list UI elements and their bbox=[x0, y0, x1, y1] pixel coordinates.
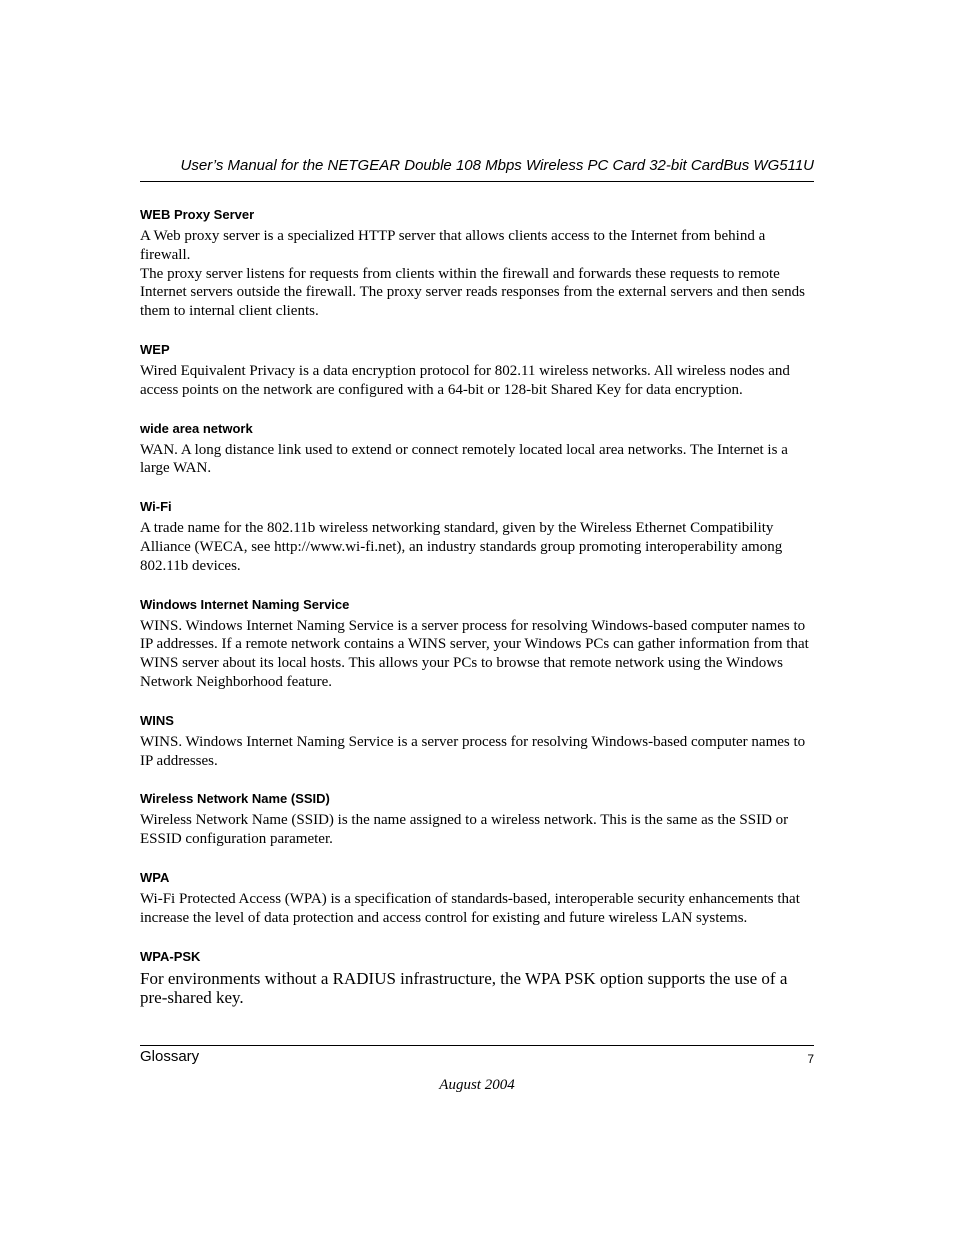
glossary-content bbox=[140, 206, 814, 1027]
glossary-entry-wi-fi bbox=[140, 498, 814, 575]
glossary-term: WPA-PSK bbox=[140, 948, 201, 964]
glossary-definition: A Web proxy server is a specialized HTTP server that allows clients access to the Internet from behind a firewall. bbox=[140, 228, 766, 263]
glossary-definition: WINS. Windows Internet Naming Service is a server process for resolving Windows-based computer names to IP addresses. bbox=[140, 733, 806, 769]
running-header-title: User’s Manual for the NETGEAR Double 108 Mbps Wireless PC Card 32-bit CardBus WG511U bbox=[180, 157, 814, 174]
glossary-entry-wide-area-network bbox=[140, 420, 814, 479]
glossary-definition: WAN. A long distance link used to extend or connect remotely located local area networks. The Internet is a large WAN. bbox=[140, 441, 788, 477]
footer-section-name: Glossary bbox=[140, 1048, 200, 1065]
header-rule bbox=[140, 181, 814, 182]
glossary-definition: Wired Equivalent Privacy is a data encryption protocol for 802.11 wireless networks. All wireless nodes and access points on the network are configured with a 64-bit or 128-bit Shared Key for data encryption. bbox=[140, 362, 790, 398]
glossary-definition: WINS. Windows Internet Naming Service is a server process for resolving Windows-based computer names to IP addresses. If a remote network contains a WINS server, your Windows PCs can gather information from that WINS server about its local hosts. This allows your PCs to browse that remote network using the Windows Network Neighborhood feature. bbox=[140, 617, 809, 690]
glossary-entry-wep bbox=[140, 341, 814, 400]
glossary-term: WEB Proxy Server bbox=[140, 207, 255, 222]
glossary-term: wide area network bbox=[140, 420, 253, 436]
page-number: 7 bbox=[807, 1052, 814, 1066]
glossary-entry-windows-internet-naming-service bbox=[140, 596, 814, 692]
glossary-entry-wpa-psk bbox=[140, 948, 814, 1007]
glossary-term: Wi-Fi bbox=[140, 499, 172, 515]
glossary-term: Wireless Network Name (SSID) bbox=[140, 791, 330, 807]
glossary-definition: The proxy server listens for requests from clients within the firewall and forwards these requests to remote Internet servers outside the firewall. The proxy server reads responses from the external servers and then sends them to internal client clients. bbox=[140, 265, 805, 320]
glossary-term: Windows Internet Naming Service bbox=[140, 596, 350, 612]
glossary-entry-wins bbox=[140, 712, 814, 771]
glossary-term: WEP bbox=[140, 341, 170, 357]
glossary-term: WINS bbox=[140, 712, 174, 728]
glossary-entry-wireless-network-name bbox=[140, 790, 814, 849]
glossary-entry-wpa bbox=[140, 869, 814, 928]
glossary-definition: Wireless Network Name (SSID) is the name assigned to a wireless network. This is the same as the SSID or ESSID configuration parameter. bbox=[140, 812, 789, 848]
footer-date: August 2004 bbox=[439, 1077, 515, 1093]
glossary-definition: For environments without a RADIUS infrastructure, the WPA PSK option supports the use of a pre-shared key. bbox=[140, 968, 788, 1007]
glossary-term: WPA bbox=[140, 869, 170, 885]
glossary-definition: A trade name for the 802.11b wireless networking standard, given by the Wireless Ethernet Compatibility Alliance (WECA, see http://www.wi-fi.net), an industry standards group promoting interoperability among 802.11b devices. bbox=[140, 520, 783, 574]
glossary-entry-web-proxy-server bbox=[140, 206, 814, 321]
glossary-definition: Wi-Fi Protected Access (WPA) is a specification of standards-based, interoperable security enhancements that increase the level of data protection and access control for existing and future wireless LAN systems. bbox=[140, 890, 800, 926]
footer-rule bbox=[140, 1045, 814, 1046]
